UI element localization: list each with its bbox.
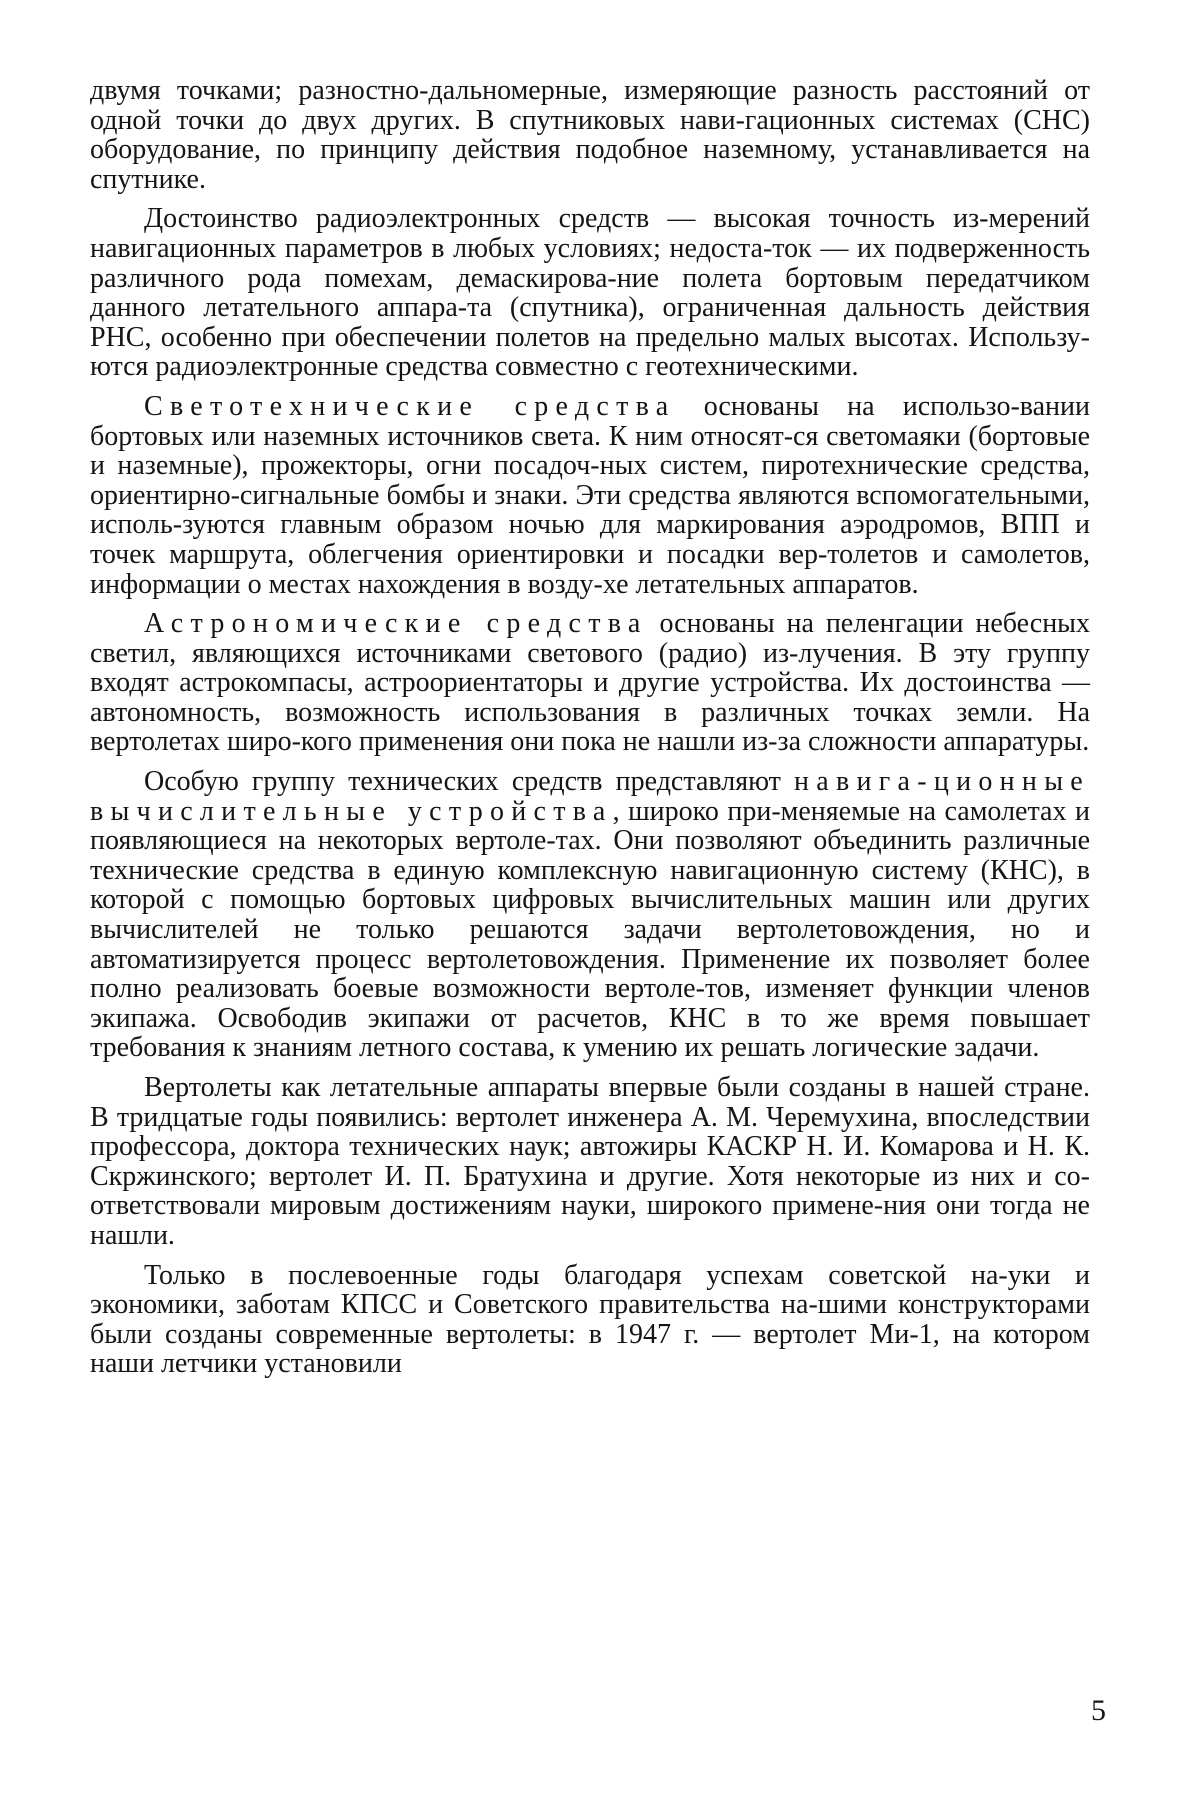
paragraph-2: [90, 204, 1090, 382]
paragraph-6-text: Вертолеты как летательные аппараты впервые были созданы в нашей стране. В тридцатые годы появились: вертолет инженера А. М. Черемухина, впоследствии профессора, доктора технических наук; автожиры КАСКР Н. И. Комарова и Н. К. Скржинского; вертолет И. П. Братухина и другие. Хотя некоторые из них и со-ответствовали мировым достижениям науки, широкого примене-ния они тогда не нашли.: [90, 1072, 1090, 1251]
paragraph-5: [90, 767, 1090, 1063]
paragraph-5-text: , широко при-меняемые на самолетах и появляющиеся на некоторых вертоле-тах. Они позволяют объединить различные технические средства в единую комплексную навигационную систему (КНС), в которой с помощью бортовых цифровых вычислительных машин или других вычислителей не только решаются задачи вертолетовождения, но и автоматизируется процесс вертолетовождения. Применение их позволяет более полно реализовать боевые возможности вертоле-тов, изменяет функции членов экипажа. Освободив экипажи от расчетов, КНС в то же время повышает требования к знаниям летного состава, к умению их решать логические задачи.: [90, 795, 1090, 1064]
paragraph-3: [90, 392, 1090, 599]
paragraph-5-before: Особую группу технических средств представляют: [144, 766, 795, 798]
page-number: 5: [1091, 1694, 1106, 1727]
paragraph-7-text: Только в послевоенные годы благодаря успехам советской на-уки и экономики, заботам КПСС и Советского правительства на-шими конструкторами были созданы современные вертолеты: в 1947 г. — вертолет Ми-1, на котором наши летчики установили: [90, 1259, 1090, 1380]
document-page: [90, 76, 1090, 1389]
paragraph-1-text: двумя точками; разностно-дальномерные, измеряющие разность расстояний от одной точки до двух других. В спутниковых нави-гационных системах (СНС) оборудование, по принципу действия подобное наземному, устанавливается на спутнике.: [90, 75, 1090, 195]
paragraph-3-text: основаны на использо-вании бортовых или наземных источников света. К ним относят-ся светомаяки (бортовые и наземные), прожекторы, огни посадоч-ных систем, пиротехнические средства, ориентирно-сигнальные бомбы и знаки. Эти средства являются вспомогательными, исполь-зуются главным образом ночью для маркирования аэродромов, ВПП и точек маршрута, облегчения ориентировки и посадки вер-толетов и самолетов, информации о местах нахождения в возду-хе летательных аппаратов.: [90, 390, 1090, 600]
paragraph-2-text: Достоинство радиоэлектронных средств — высокая точность из-мерений навигационных параметров в любых условиях; недоста-ток — их подверженность различного рода помехам, демаскирова-ние полета бортовым передатчиком данного летательного аппара-та (спутника), ограниченная дальность действия РНС, особенно при обеспечении полетов на предельно малых высотах. Использу-ются радиоэлектронные средства совместно с геотехническими.: [90, 203, 1090, 383]
paragraph-4-lead: Астрономические средства: [144, 608, 648, 640]
paragraph-3-lead: Светотехнические средства: [144, 390, 676, 422]
paragraph-5-lead: навига-ционные вычислительные устройства: [90, 766, 1090, 827]
paragraph-6: [90, 1073, 1090, 1251]
paragraph-4: [90, 609, 1090, 757]
paragraph-4-text: основаны на пеленгации небесных светил, являющихся источниками светового (радио) из-лучения. В эту группу входят астрокомпасы, астроориентаторы и другие устройства. Их достоинства — автономность, возможность использования в различных точках земли. На вертолетах широ-кого применения они пока не нашли из-за сложности аппаратуры.: [90, 608, 1090, 758]
paragraph-7: [90, 1261, 1090, 1379]
paragraph-1: [90, 76, 1090, 194]
